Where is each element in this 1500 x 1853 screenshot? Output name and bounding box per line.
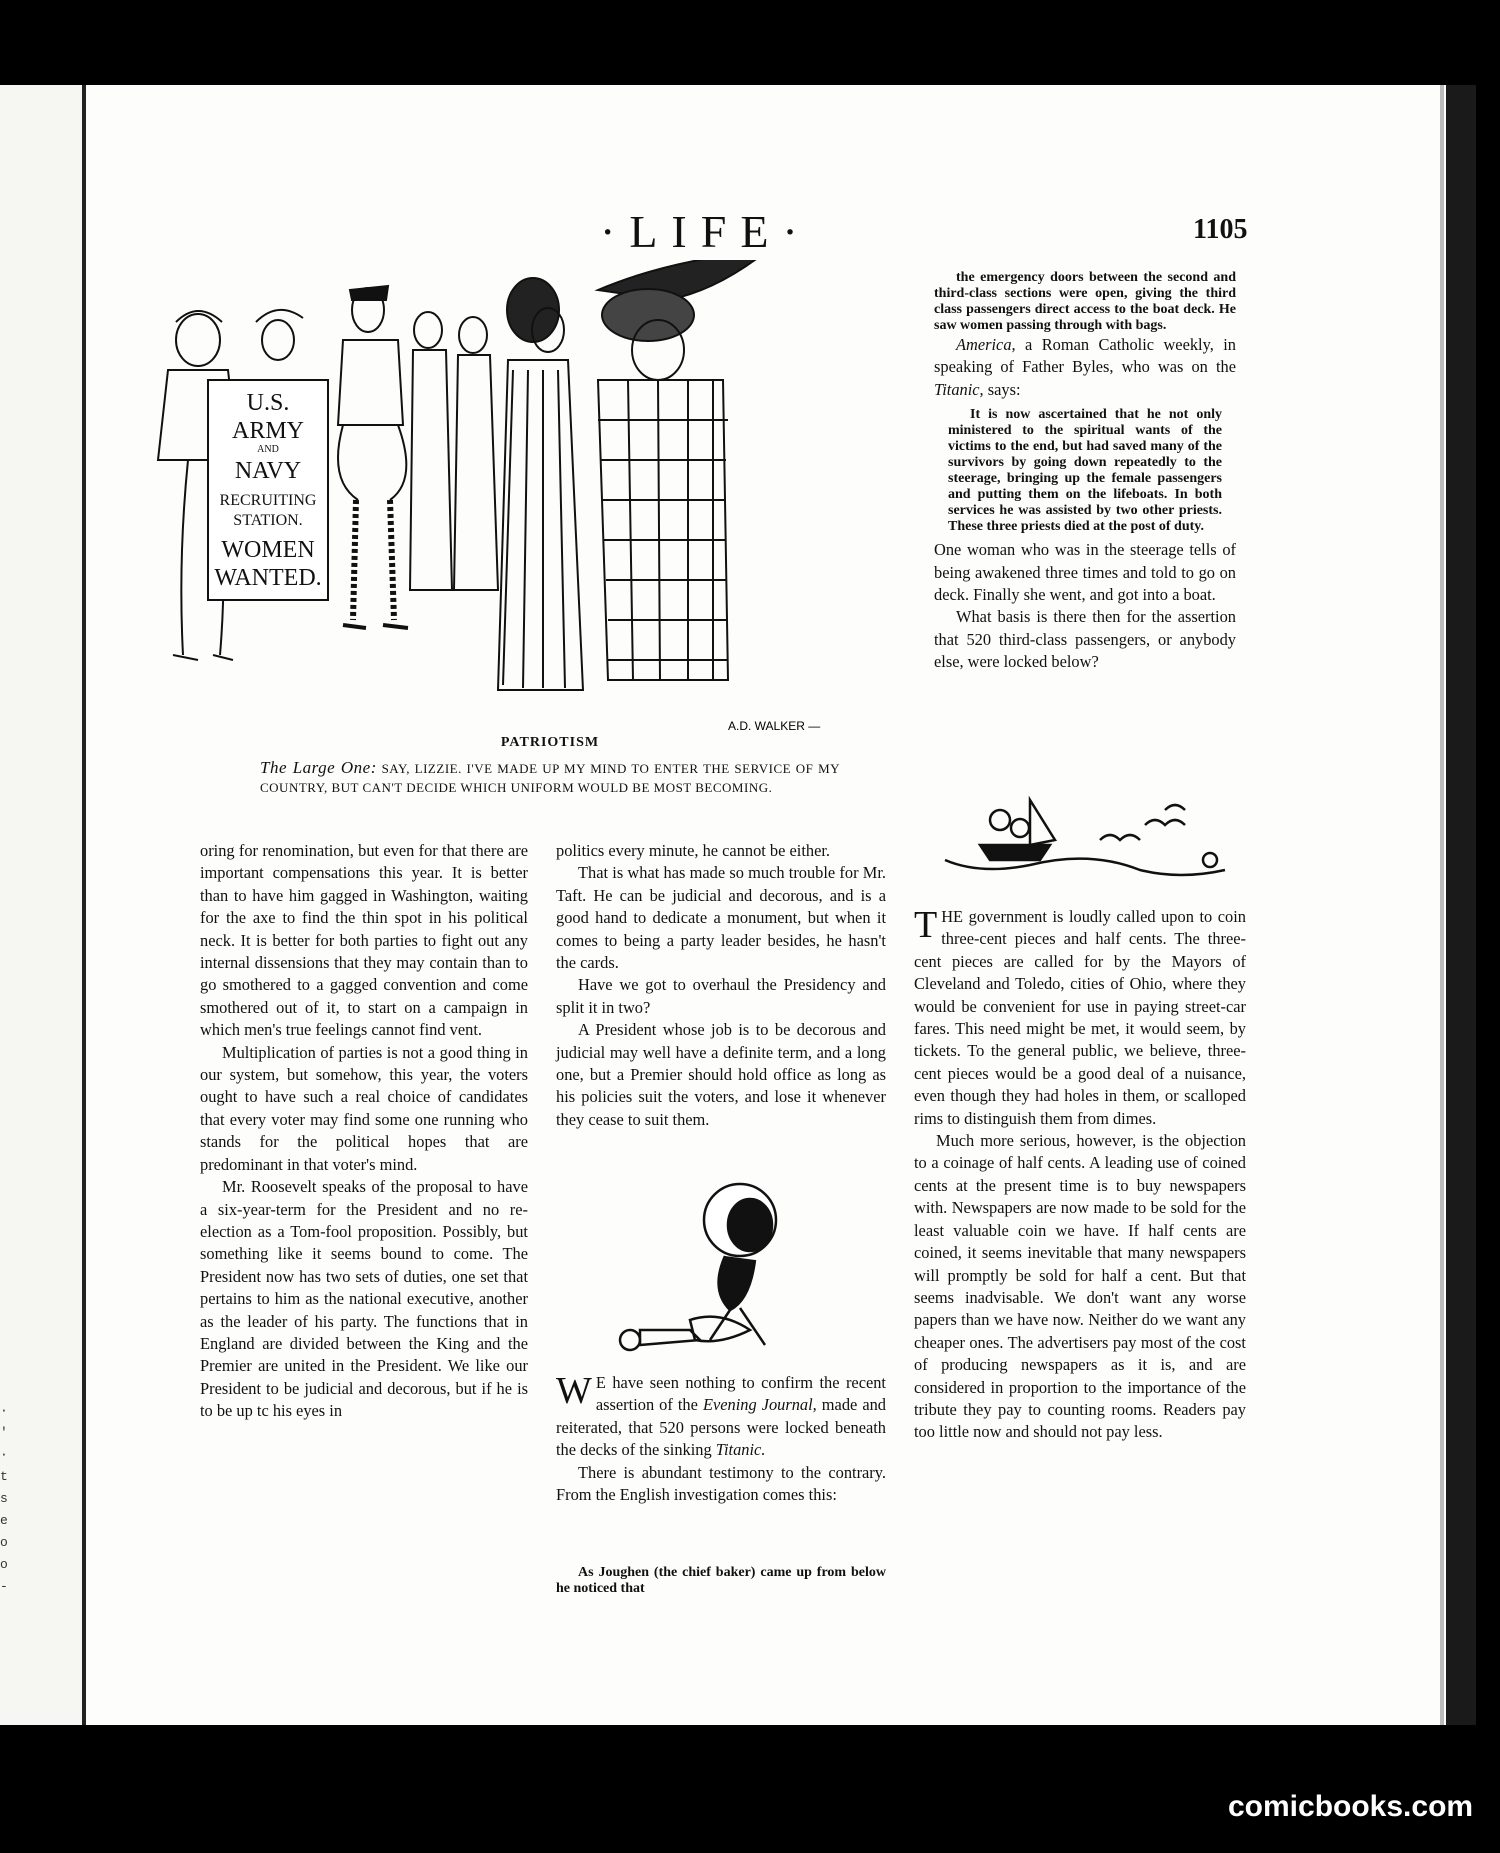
- column-middle: [556, 840, 886, 1131]
- caption-quote: SAY, LIZZIE. I'VE MADE UP MY MIND TO ENTER THE SERVICE OF MY COUNTRY, BUT CAN'T DECIDE WHICH UNIFORM WOULD BE MOST BECOMING.: [260, 761, 841, 795]
- sign-line: RECRUITING: [219, 492, 317, 509]
- quote-text: It is now ascertained that he not only ministered to the spiritual wants of the victims to the end, but had saved many of the survivors by going down repeatedly to the steerage, bringing up the female passengers and putting them on the lifeboats. In both services he was assisted by two other priests. These three priests died at the post of duty.: [948, 407, 1222, 535]
- text-run: a Roman Catholic weekly, in speaking of Father Byles, who was on the: [934, 335, 1236, 377]
- quote-text: As Joughen (the chief baker) came up from below he noticed that: [556, 1565, 886, 1596]
- cartoon-caption-title: PATRIOTISM: [500, 735, 600, 750]
- paragraph: oring for renomination, but even for that there are important compensations this year. It is better than to have him gagged in Washington, waiting for the axe to find the thin spot in his political neck. It is better for both parties to fight out any internal dissensions that they may contain than to go smothered to a gagged convention and come smothered out of it, to start on a campaign in which men's true feelings cannot find vent.: [200, 841, 528, 1040]
- paragraph: Much more serious, however, is the objection to a coinage of half cents. A leading use of coined cents at the present time is to buy newspapers with. Newspapers are now made to be sold for the least valuable coin we have. If half cents are coined, it seems inevitable that many newspapers will promptly be sold for half a cent. But that seems inadvisable. We don't want any worse papers than we have now. Neither do we want any cheaper ones. The advertisers pay most of the cost of producing newspapers as it is, and are considered in proportion to the importance of the tribute they pay to counting rooms. Readers pay too little now and should not pay less.: [914, 1131, 1246, 1442]
- paragraph: A President whose job is to be decorous and judicial may well have a definite term, and a long one, but a Premier should hold office as long as his policies suit the voters, and lose it whenever they cease to suit them.: [556, 1020, 886, 1129]
- italic-run: Evening Journal,: [702, 1395, 817, 1415]
- italic-run: Titanic,: [934, 379, 984, 399]
- page-edge-dark: [1446, 85, 1476, 1725]
- paragraph: [556, 1372, 886, 1462]
- text-run: E have seen nothing to confirm the recent assertion of the: [595, 1373, 886, 1415]
- column-right-upper: [934, 270, 1236, 674]
- sign-line: NAVY: [234, 458, 302, 484]
- sign-line: AND: [257, 444, 279, 455]
- text-run: says:: [983, 379, 1021, 399]
- patriotism-cartoon: [128, 260, 898, 730]
- italic-run: America,: [956, 335, 1016, 354]
- paragraph: That is what has made so much trouble for Mr. Taft. He can be judicial and decorous, and is a good hand to dedicate a monument, but when it comes to being a party leader besides, he hasn't the cards.: [556, 863, 886, 973]
- paragraph: There is abundant testimony to the contrary. From the English investigation comes this:: [556, 1462, 886, 1505]
- facing-page-margin-marks: · ' · t s e o o -: [0, 1403, 8, 1594]
- sign-line: ARMY: [231, 418, 305, 444]
- paragraph: Have we got to overhaul the Presidency and split it in two?: [556, 975, 886, 1017]
- shouting-man-vignette: [600, 1180, 840, 1360]
- caption-speaker: The Large One:: [260, 758, 377, 777]
- text-run: made and reiterated, that 520 persons were locked beneath the decks of the sinking: [556, 1395, 887, 1460]
- column-middle-lower: [556, 1372, 886, 1506]
- paragraph: Multiplication of parties is not a good thing in our system, but somehow, this year, the voters ought to have such a real choice of candidates that every voter may find some one running who stands for the political hopes that are predominant in that voter's mind.: [200, 1042, 528, 1174]
- sign-line: U.S.: [246, 390, 290, 416]
- quoted-excerpt: [556, 1565, 886, 1597]
- paragraph: What basis is there then for the assertion that 520 third-class passengers, or anybody else, were locked below?: [934, 607, 1236, 672]
- page-edge-shadow: [1440, 85, 1444, 1725]
- column-right-lower: [914, 906, 1246, 1444]
- paragraph: [914, 906, 1246, 1130]
- page-number: 1105: [1193, 214, 1248, 245]
- paragraph: politics every minute, he cannot be either.: [556, 841, 830, 860]
- cartoon-caption: [260, 758, 840, 797]
- drop-cap: T: [914, 904, 938, 946]
- boat-and-birds-vignette: [940, 790, 1230, 885]
- text-run: HE government is loudly called upon to coin three-cent pieces and half cents. The three-cent pieces are called for by the Mayors of Cleveland and Toledo, cities of Ohio, where they would be convenient for use in paying street-car fares. This need might be met, it would seem, by tickets. To the general public, we believe, three-cent pieces would be a good deal of a nuisance, even though they had holes in them, or scalloped rims to distinguish them from dimes.: [914, 907, 1246, 1128]
- sign-line: STATION.: [233, 512, 303, 529]
- paragraph: Mr. Roosevelt speaks of the proposal to have a six-year-term for the President and no re-election as a Tom-fool proposition. Possibly, but something like it seems bound to come. The President now has two sets of duties, one set that pertains to him as the national executive, another as the leader of his party. The functions that in England are divided between the King and the Premier are united in the President. We like our President to be judicial and decorous, but if he is to be up tc his eyes in: [200, 1177, 528, 1421]
- sailor-head: [176, 314, 220, 366]
- site-watermark: comicbooks.com: [1228, 1790, 1474, 1823]
- drop-cap: W: [556, 1370, 592, 1412]
- quote-continued: the emergency doors between the second and third-class sections were open, giving the third class passengers direct access to the boat deck. He saw women passing through with bags.: [934, 270, 1236, 333]
- italic-run: Titanic.: [715, 1440, 766, 1460]
- paragraph: One woman who was in the steerage tells of being awakened three times and told to go on deck. Finally she went, and got into a boat.: [934, 540, 1236, 605]
- sign-line: WANTED.: [214, 565, 322, 591]
- sign-line: WOMEN: [221, 537, 315, 563]
- paragraph: [934, 334, 1236, 401]
- column-left: [200, 840, 528, 1423]
- masthead: ·LIFE·: [600, 206, 812, 257]
- artist-signature: A.D. WALKER —: [728, 719, 821, 730]
